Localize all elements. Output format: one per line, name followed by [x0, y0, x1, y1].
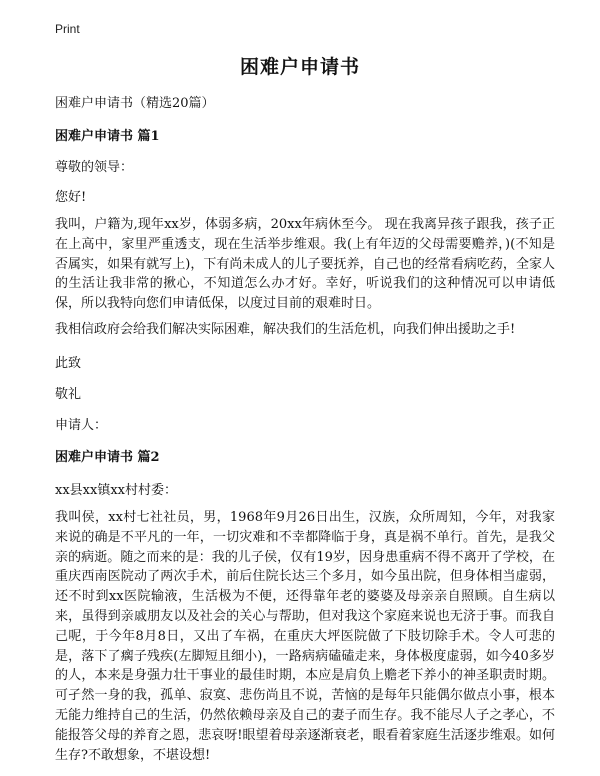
section-1-closing-1: 此致: [55, 356, 82, 371]
print-link[interactable]: Print: [55, 22, 80, 36]
page-title: 困难户申请书: [239, 56, 360, 78]
section-1-signature: 申请人：: [55, 418, 108, 433]
section-2-heading: 困难户申请书 篇2: [55, 450, 160, 465]
section-1-paragraph-1: 我叫，户籍为,现年xx岁，体弱多病，20xx年病休至今。 现在我离异孩子跟我，孩子正在上高中，家里严重透支，现在生活举步维艰。我(上有年迈的父母需要赡养，)(不知是否属实，如果有就写上)，下有尚未成人的儿子要抚养，自己也的经常看病吃药，全家人的生活让我非常的揪心，不知道怎么办才好。幸好，听说我们的这种情况可以申请低保，所以我特向您们申请低保，以度过目前的艰难时日。: [55, 217, 555, 312]
section-1-heading: 困难户申请书 篇1: [55, 129, 160, 144]
section-2-paragraph-1: 我叫侯，xx村七社社员，男，1968年9月26日出生，汉族，众所周知，今年，对我家来说的确是不平凡的一年，一切灾难和不幸都降临于身，真是祸不单行。首先，是我父亲的病逝。随之而来的是：我的儿子侯，仅有19岁，因身患重病不得不离开了学校，在重庆西南医院动了两次手术，前后住院长达三个多月，如今虽出院，但身体相当虚弱，还不时到xx医院输液，生活极为不便，还得靠年老的婆婆及母亲亲自照顾。自生病以来，虽得到亲戚朋友以及社会的关心与帮助，但对我这个家庭来说也无济于事。而我自己呢，于今年8月8日，又出了车祸，在重庆大坪医院做了下肢切除手术。令人可悲的是，落下了瘸子残疾(左脚短且细小)，一路病病磕磕走来，身体极度虚弱，如今40多岁的人，本来是身强力壮干事业的最佳时期，本应是肩负上赡老下养小的神圣职责时期。可孑然一身的我，孤单、寂寞、悲伤尚且不说，苦恼的是每年只能偶尔做点小事，根本无能力维持自己的生活，仍然依赖母亲及自己的妻子而生存。我不能尽人子之孝心，不能报答父母的养育之恩，悲哀呀!眼望着母亲逐渐衰老，眼看着家庭生活逐步维艰。如何生存?不敢想象，不堪设想!: [55, 510, 555, 763]
section-1-paragraph-2: 我相信政府会给我们解决实际困难，解决我们的生活危机，向我们伸出援助之手!: [55, 322, 516, 337]
section-1-greeting: 您好!: [55, 190, 87, 205]
section-1-closing-2: 敬礼: [55, 387, 82, 402]
section-2-salutation: xx县xx镇xx村村委：: [55, 483, 177, 498]
document-subtitle: 困难户申请书（精选20篇）: [55, 96, 215, 111]
section-1-salutation: 尊敬的领导：: [55, 160, 134, 175]
